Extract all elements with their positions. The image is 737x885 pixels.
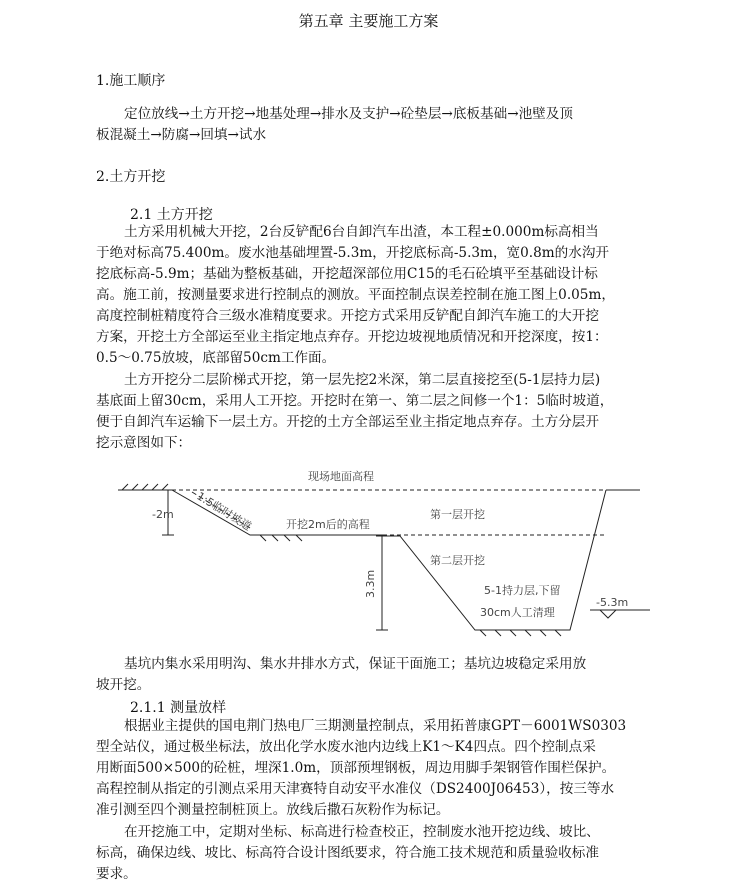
text-line: 土方采用机械大开挖，2台反铲配6台自卸汽车出渣，本工程±0.000m标高相当 [124, 224, 599, 240]
text-line: 基底面上留30cm，采用人工开挖。开挖时在第一、第二层之间修一个1：5临时坡道， [96, 393, 614, 409]
text-line: 挖示意图如下： [96, 435, 192, 451]
ramp-label: 1:5临时坡道 [194, 489, 254, 534]
text-line: 方案，开挖土方全部运至业主指定地点弃存。开挖边坡视地质情况和开挖深度，按1： [96, 329, 608, 345]
text-line: 在开挖施工中，定期对坐标、标高进行检查校正，控制废水池开挖边线、坡比、 [124, 824, 600, 840]
text-line: 便于自卸汽车运输下一层土方。开挖的土方全部运至业主指定地点弃存。土方分层开 [96, 414, 599, 430]
excavation-diagram [100, 460, 660, 650]
earthwork-paragraph-1 [96, 222, 692, 369]
text-line: 标高，确保边线、坡比、标高符合设计图纸要求，符合施工技术规范和质量验收标准 [96, 845, 599, 861]
ground-hatch-left [122, 484, 168, 490]
text-line: 型全站仪，通过极坐标法，放出化学水废水池内边线上K1～K4四点。四个控制点采 [96, 739, 596, 755]
text-line: 土方开挖分二层阶梯式开挖，第一层先挖2米深，第二层直接挖至(5-1层持力层) [124, 372, 601, 388]
earthwork-paragraph-2 [96, 370, 692, 454]
text-line: 高度控制桩精度符合三级水准精度要求。开挖方式采用反铲配自卸汽车施工的大开挖 [96, 308, 599, 324]
layer-2-label: 第二层开挖 [430, 554, 485, 567]
section-heading-earthwork: 2.土方开挖 [96, 169, 166, 185]
survey-paragraph-1 [96, 716, 692, 821]
construction-order-paragraph [96, 104, 692, 146]
layer-1-label: 第一层开挖 [430, 508, 485, 521]
text-line: 定位放线→土方开挖→地基处理→排水及支护→砼垫层→底板基础→池壁及顶 [124, 106, 573, 122]
text-line: 高。施工前，按测量要求进行控制点的测放。平面控制点误差控制在施工图上0.05m， [96, 287, 615, 303]
text-line: 挖底标高-5.9m；基础为整板基础，开挖超深部位用C15的毛石砼填平至基础设计标 [96, 266, 598, 282]
depth-1-label: -2m [152, 508, 174, 521]
text-line: 坡开挖。 [96, 677, 151, 693]
text-line: 用断面500×500的砼桩，埋深1.0m，顶部预埋钢板，周边用脚手架钢管作围栏保护。 [96, 760, 616, 776]
text-line: 准引测至四个测量控制桩顶上。放线后撒石灰粉作为标记。 [96, 802, 450, 818]
text-line: 于绝对标高75.400m。废水池基础埋置-5.3m，开挖底标高-5.3m，宽0.8m的水沟开 [96, 245, 610, 261]
bench-hatch [260, 535, 302, 541]
chapter-title: 第五章 主要施工方案 [298, 12, 439, 30]
text-line: 高程控制从指定的引测点采用天津赛特自动安平水准仪（DS2400J06453），按三等水 [96, 781, 615, 797]
level-2m-label: 开挖2m后的高程 [286, 518, 370, 531]
subsection-heading-survey: 2.1.1 测量放样 [130, 700, 227, 716]
text-line: 板混凝土→防腐→回填→试水 [96, 127, 267, 143]
survey-paragraph-2 [96, 822, 692, 885]
drainage-paragraph [96, 654, 692, 696]
bottom-hatch [480, 630, 561, 636]
depth-2-label: 3.3m [364, 569, 377, 598]
text-line: 基坑内集水采用明沟、集水井排水方式，保证干面施工；基坑边坡稳定采用放 [124, 656, 587, 672]
subsection-heading-earthwork: 2.1 土方开挖 [130, 207, 213, 223]
note-line-2: 30cm人工清理 [480, 606, 555, 619]
section-heading-construction-order: 1.施工顺序 [96, 73, 166, 89]
text-line: 根据业主提供的国电荆门热电厂三期测量控制点，采用拓普康GPT－6001WS0303 [124, 718, 627, 734]
note-line-1: 5-1持力层,下留 [484, 584, 561, 597]
ground-label: 现场地面高程 [308, 470, 374, 483]
text-line: 要求。 [96, 866, 137, 882]
bottom-elevation-label: -5.3m [596, 596, 629, 609]
elevation-triangle-icon [600, 610, 616, 618]
text-line: 0.5～0.75放坡，底部留50cm工作面。 [96, 350, 336, 366]
